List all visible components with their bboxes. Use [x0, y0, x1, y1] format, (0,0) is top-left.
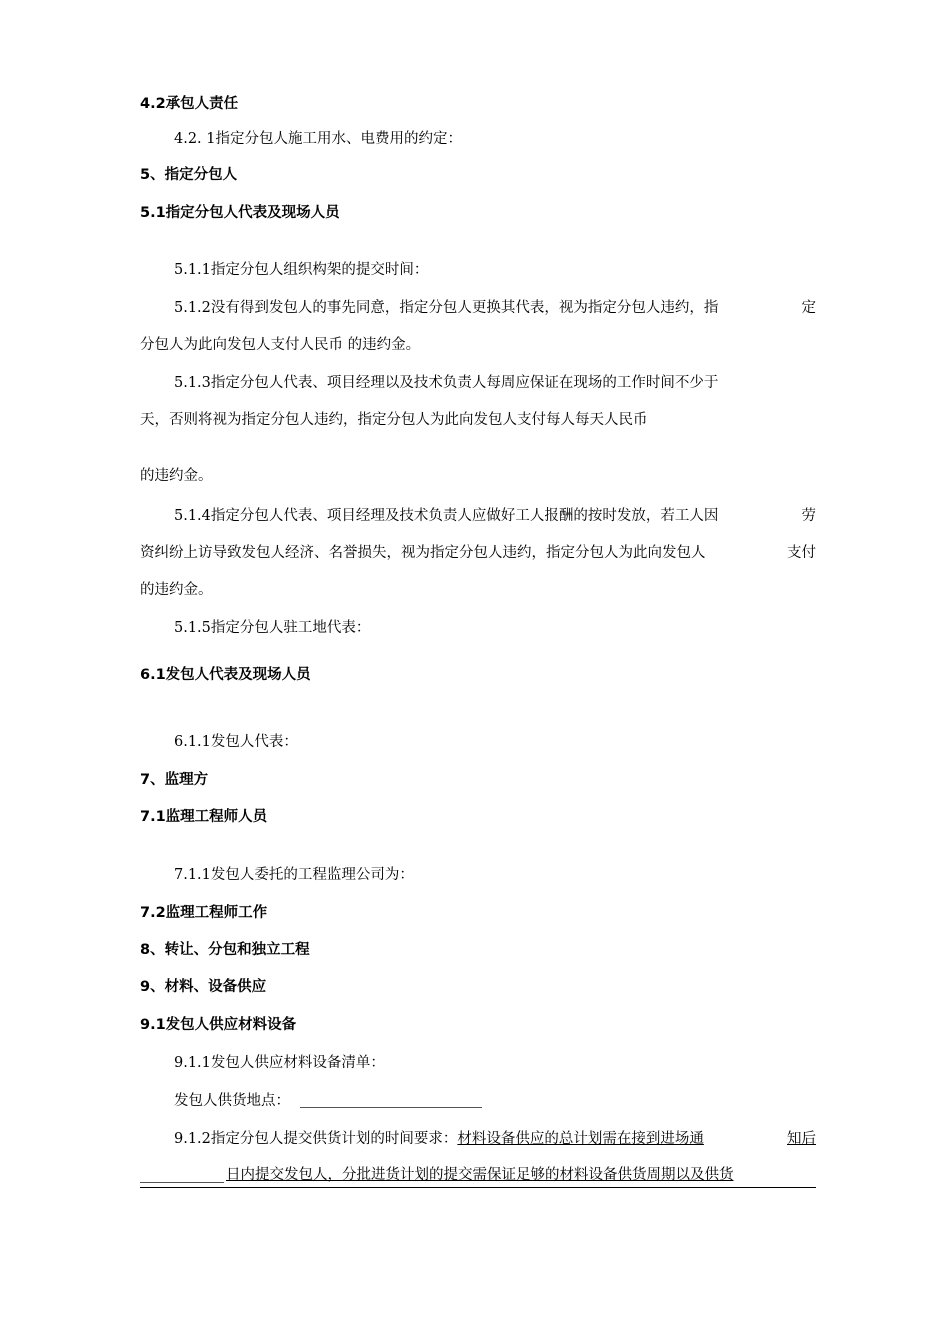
paragraph-5-1-4-text: 5.1.4指定分包人代表、项目经理及技术负责人应做好工人报酬的按时发放，若工人因	[174, 508, 719, 524]
paragraph-5-1-3-line2: 天，否则将视为指定分包人违约，指定分包人为此向发包人支付每人每天人民币	[140, 412, 648, 428]
paragraph-5-1-2-line1	[174, 298, 816, 318]
paragraph-5-1-2-line2: 分包人为此向发包人支付人民币 的违约金。	[140, 337, 421, 353]
paragraph-9-1-2-end: 知后	[787, 1131, 816, 1147]
heading-5-1: 5.1指定分包人代表及现场人员	[140, 205, 340, 221]
paragraph-5-1-4-line1	[174, 506, 816, 526]
heading-7-1: 7.1监理工程师人员	[140, 809, 268, 825]
paragraph-9-1-2-line2: 日内提交发包人，分批进货计划的提交需保证足够的材料设备供货周期以及供货	[226, 1167, 734, 1183]
paragraph-5-1-4-end: 劳	[801, 508, 816, 524]
heading-4-2: 4.2承包人责任	[140, 96, 239, 112]
paragraph-5-1-4-line3: 的违约金。	[140, 582, 213, 598]
paragraph-5-1-3-line3: 的违约金。	[140, 468, 213, 484]
paragraph-4-2-1: 4.2. 1指定分包人施工用水、电费用的约定：	[174, 131, 463, 147]
paragraph-5-1-2-text: 5.1.2没有得到发包人的事先同意，指定分包人更换其代表，视为指定分包人违约，指	[174, 300, 719, 316]
footer-rule	[140, 1187, 816, 1188]
paragraph-5-1-3-line1: 5.1.3指定分包人代表、项目经理以及技术负责人每周应保证在现场的工作时间不少于	[174, 375, 719, 391]
paragraph-5-1-4-end2: 支付	[787, 545, 816, 561]
paragraph-5-1-5: 5.1.5指定分包人驻工地代表：	[174, 620, 371, 636]
days-blank-line	[140, 1182, 224, 1183]
paragraph-9-1-2-lead: 9.1.2指定分包人提交供货计划的时间要求：	[174, 1131, 458, 1147]
heading-6-1: 6.1发包人代表及现场人员	[140, 667, 311, 683]
heading-7-2: 7.2监理工程师工作	[140, 905, 268, 921]
paragraph-supply-place: 发包人供货地点：	[174, 1093, 290, 1109]
paragraph-5-1-4-line2	[140, 543, 816, 563]
supply-place-blank-line	[300, 1107, 482, 1108]
paragraph-7-1-1: 7.1.1发包人委托的工程监理公司为：	[174, 867, 414, 883]
paragraph-5-1-4-text2: 资纠纷上访导致发包人经济、名誉损失，视为指定分包人违约，指定分包人为此向发包人	[140, 545, 706, 561]
paragraph-9-1-2-text	[174, 1129, 704, 1149]
heading-8: 8、转让、分包和独立工程	[140, 942, 310, 958]
heading-9-1: 9.1发包人供应材料设备	[140, 1017, 297, 1033]
paragraph-6-1-1: 6.1.1发包人代表：	[174, 734, 298, 750]
heading-9: 9、材料、设备供应	[140, 979, 267, 995]
paragraph-9-1-1: 9.1.1发包人供应材料设备清单：	[174, 1055, 385, 1071]
heading-7: 7、监理方	[140, 772, 209, 788]
paragraph-5-1-1: 5.1.1指定分包人组织构架的提交时间：	[174, 262, 429, 278]
paragraph-9-1-2-line1	[174, 1129, 816, 1149]
heading-5: 5、指定分包人	[140, 167, 238, 183]
paragraph-5-1-2-end: 定	[801, 300, 816, 316]
paragraph-9-1-2-underlined: 材料设备供应的总计划需在接到进场通	[457, 1131, 704, 1147]
